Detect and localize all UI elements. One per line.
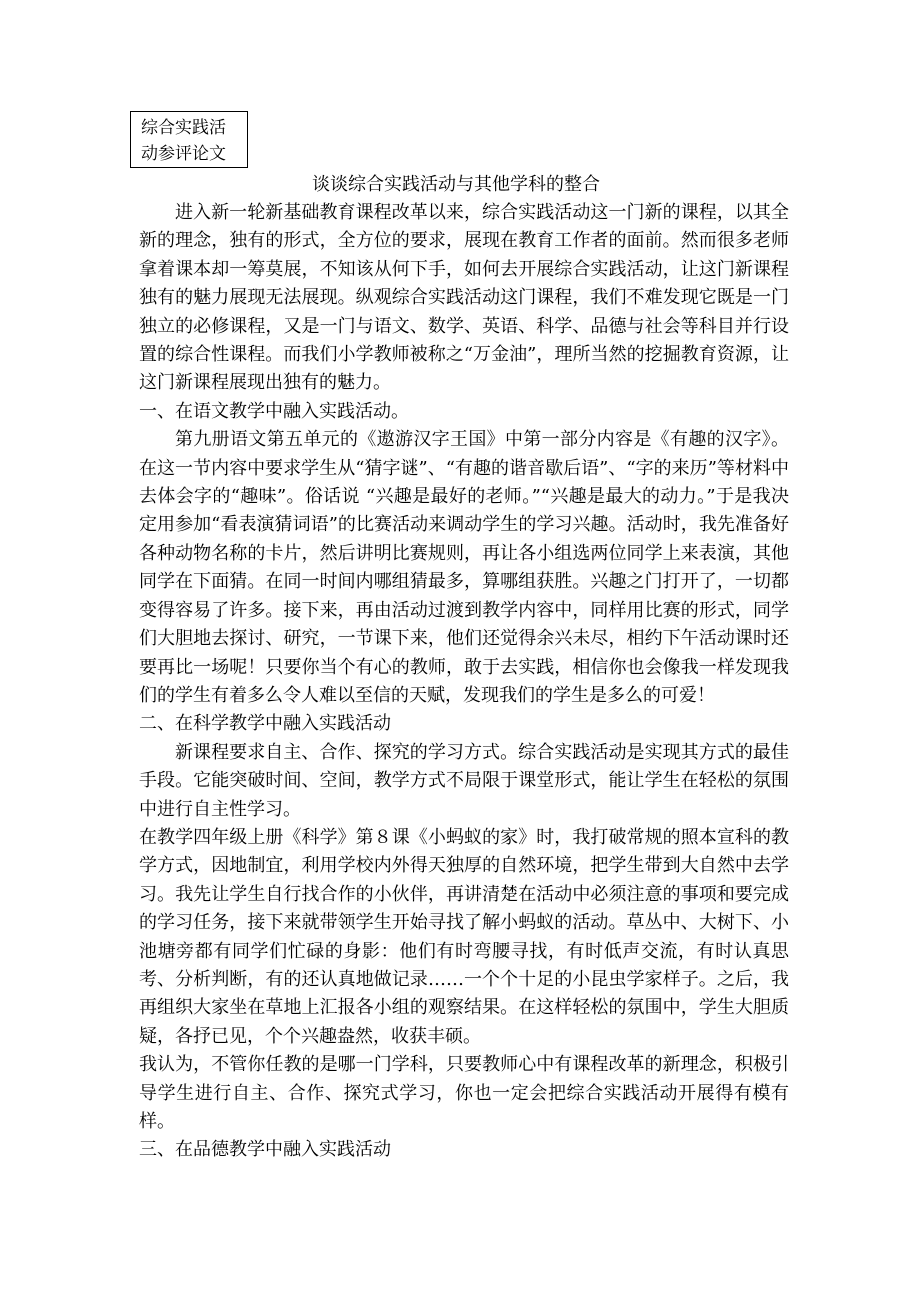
article-body <box>139 199 789 1165</box>
paragraph: 进入新一轮新基础教育课程改革以来，综合实践活动这一门新的课程，以其全新的理念，独有的形式，全方位的要求，展现在教育工作者的面前。然而很多老师拿着课本却一筹莫展，不知该从何下手，如何去开展综合实践活动，让这门新课程独有的魅力展现无法展现。纵观综合实践活动这门课程，我们不难发现它既是一门独立的必修课程，又是一门与语文、数学、英语、科学、品德与社会等科目并行设置的综合性课程。而我们小学教师被称之“万金油”，理所当然的挖掘教育资源，让这门新课程展现出独有的魅力。 <box>139 202 789 394</box>
paragraph: 我认为，不管你任教的是哪一门学科，只要教师心中有课程改革的新理念，积极引导学生进行自主、合作、探究式学习，你也一定会把综合实践活动开展得有模有样。 <box>139 1054 789 1132</box>
section-heading: 二、在科学教学中融入实践活动 <box>139 713 391 735</box>
article-title: 谈谈综合实践活动与其他学科的整合 <box>312 174 600 195</box>
paragraph: 第九册语文第五单元的《遨游汉字王国》中第一部分内容是《有趣的汉字》。在这一节内容中要求学生从“猜字谜”、“有趣的谐音歇后语”、“字的来历”等材料中去体会字的“趣味”。俗话说 “兴趣是最好的老师。”“兴趣是最大的动力。”于是我决定用参加“看表演猜词语”的比赛活动来调动学生的学习兴趣。活动时，我先准备好各种动物名称的卡片，然后讲明比赛规则，再让各小组选两位同学上来表演，其他同学在下面猜。在同一时间内哪组猜最多，算哪组获胜。兴趣之门打开了，一切都变得容易了许多。接下来，再由活动过渡到教学内容中，同样用比赛的形式，同学们大胆地去探讨、研究，一节课下来，他们还觉得余兴未尽，相约下午活动课时还要再比一场呢！只要你当个有心的教师，敢于去实践，相信你也会像我一样发现我们的学生有着多么令人难以至信的天赋，发现我们的学生是多么的可爱！ <box>139 429 789 706</box>
section-heading: 一、在语文教学中融入实践活动。 <box>139 400 409 422</box>
category-label-line1: 综合实践活 <box>141 118 226 138</box>
category-box <box>130 111 248 168</box>
category-label-line2: 动参评论文 <box>141 144 226 164</box>
paragraph: 在教学四年级上册《科学》第８课《小蚂蚁的家》时，我打破常规的照本宣科的教学方式，因地制宜，利用学校内外得天独厚的自然环境，把学生带到大自然中去学习。我先让学生自行找合作的小伙伴，再讲清楚在活动中必须注意的事项和要完成的学习任务，接下来就带领学生开始寻找了解小蚂蚁的活动。草丛中、大树下、小池塘旁都有同学们忙碌的身影：他们有时弯腰寻找，有时低声交流，有时认真思考、分析判断，有的还认真地做记录……一个个十足的小昆虫学家样子。之后，我再组织大家坐在草地上汇报各小组的观察结果。在这样轻松的氛围中，学生大胆质疑，各抒已见，个个兴趣盎然，收获丰硕。 <box>139 826 789 1047</box>
section-heading: 三、在品德教学中融入实践活动 <box>139 1139 391 1161</box>
paragraph: 新课程要求自主、合作、探究的学习方式。综合实践活动是实现其方式的最佳手段。它能突破时间、空间，教学方式不局限于课堂形式，能让学生在轻松的氛围中进行自主性学习。 <box>139 741 789 820</box>
